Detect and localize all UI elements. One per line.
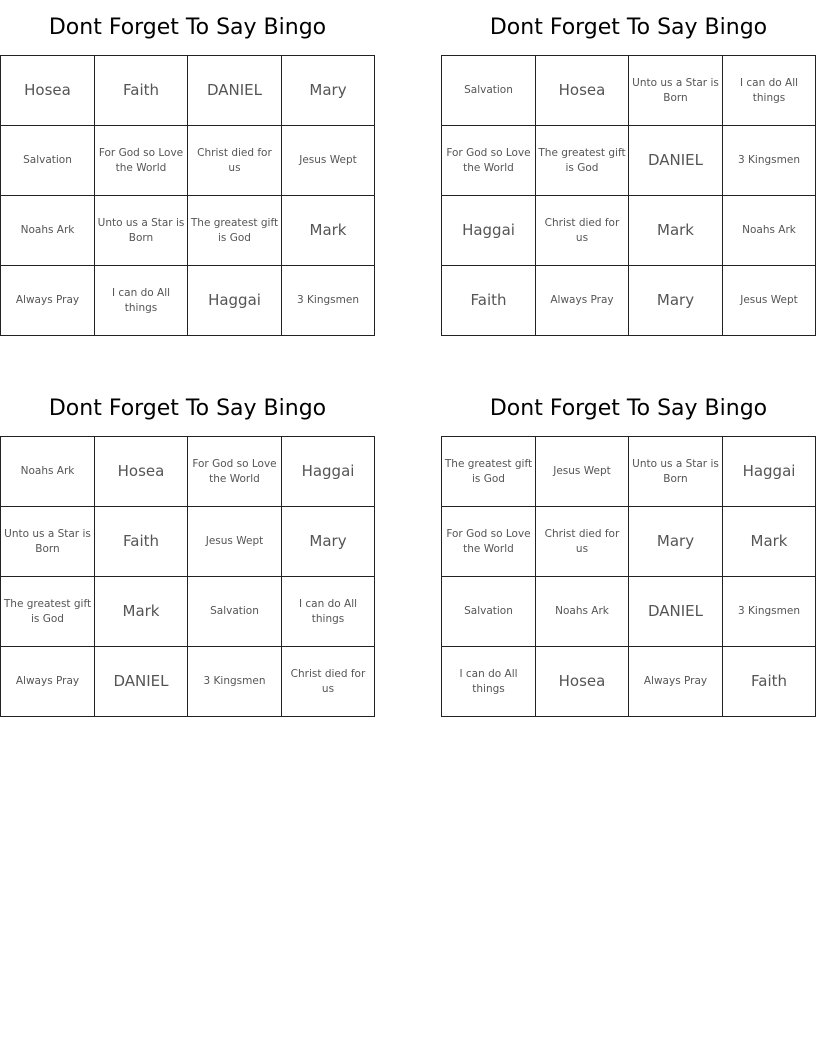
bingo-card-2: [441, 0, 816, 336]
bingo-cell: DANIEL: [629, 126, 723, 196]
bingo-cell: Haggai: [188, 266, 282, 336]
bingo-cell: Haggai: [442, 196, 536, 266]
bingo-cell: Hosea: [536, 647, 629, 717]
bingo-cell: Haggai: [282, 437, 375, 507]
bingo-cell: Noahs Ark: [1, 437, 95, 507]
bingo-cell: Salvation: [1, 126, 95, 196]
card-title: Dont Forget To Say Bingo: [48, 15, 327, 40]
bingo-cell: Unto us a Star is Born: [1, 507, 95, 577]
bingo-cell: Faith: [723, 647, 816, 717]
bingo-cell: Mary: [629, 266, 723, 336]
bingo-card-1: [0, 0, 375, 336]
bingo-grid: [441, 436, 816, 717]
bingo-cell: DANIEL: [629, 577, 723, 647]
bingo-cell: 3 Kingsmen: [282, 266, 375, 336]
card-title: Dont Forget To Say Bingo: [489, 15, 768, 40]
bingo-cell: Mark: [629, 196, 723, 266]
bingo-cell: Unto us a Star is Born: [95, 196, 188, 266]
bingo-cell: 3 Kingsmen: [723, 126, 816, 196]
bingo-cell: Hosea: [536, 56, 629, 126]
bingo-cell: Jesus Wept: [188, 507, 282, 577]
bingo-card-3: [0, 381, 375, 717]
bingo-cell: For God so Love the World: [442, 507, 536, 577]
bingo-card-4: [441, 381, 816, 717]
bingo-cell: Jesus Wept: [723, 266, 816, 336]
bingo-cell: The greatest gift is God: [1, 577, 95, 647]
card-title: Dont Forget To Say Bingo: [489, 396, 768, 421]
bingo-cell: I can do All things: [442, 647, 536, 717]
bingo-cell: DANIEL: [95, 647, 188, 717]
bingo-cell: Christ died for us: [536, 507, 629, 577]
bingo-cell: For God so Love the World: [95, 126, 188, 196]
bingo-cell: For God so Love the World: [442, 126, 536, 196]
bingo-cell: Mary: [282, 507, 375, 577]
bingo-cell: Christ died for us: [188, 126, 282, 196]
bingo-cell: Mark: [723, 507, 816, 577]
bingo-cell: For God so Love the World: [188, 437, 282, 507]
bingo-grid: [0, 55, 375, 336]
bingo-cell: 3 Kingsmen: [723, 577, 816, 647]
bingo-cell: I can do All things: [95, 266, 188, 336]
bingo-cell: DANIEL: [188, 56, 282, 126]
bingo-cell: Salvation: [188, 577, 282, 647]
bingo-cell: Jesus Wept: [536, 437, 629, 507]
bingo-cell: Noahs Ark: [723, 196, 816, 266]
bingo-cell: Jesus Wept: [282, 126, 375, 196]
bingo-cell: Noahs Ark: [1, 196, 95, 266]
bingo-cell: Faith: [95, 507, 188, 577]
bingo-grid: [441, 55, 816, 336]
bingo-cell: Mark: [282, 196, 375, 266]
bingo-cell: Christ died for us: [536, 196, 629, 266]
bingo-cell: I can do All things: [723, 56, 816, 126]
bingo-cell: Unto us a Star is Born: [629, 437, 723, 507]
bingo-cell: 3 Kingsmen: [188, 647, 282, 717]
bingo-cell: Salvation: [442, 577, 536, 647]
bingo-cell: The greatest gift is God: [442, 437, 536, 507]
bingo-cell: Unto us a Star is Born: [629, 56, 723, 126]
bingo-grid: [0, 436, 375, 717]
bingo-cell: Always Pray: [1, 647, 95, 717]
bingo-cell: Christ died for us: [282, 647, 375, 717]
bingo-cell: The greatest gift is God: [536, 126, 629, 196]
bingo-cell: Mary: [282, 56, 375, 126]
bingo-cell: Always Pray: [1, 266, 95, 336]
bingo-cell: Noahs Ark: [536, 577, 629, 647]
bingo-cell: The greatest gift is God: [188, 196, 282, 266]
bingo-cell: Haggai: [723, 437, 816, 507]
bingo-cell: Always Pray: [536, 266, 629, 336]
bingo-cell: Faith: [95, 56, 188, 126]
bingo-cell: I can do All things: [282, 577, 375, 647]
bingo-cell: Faith: [442, 266, 536, 336]
bingo-cell: Always Pray: [629, 647, 723, 717]
bingo-cell: Salvation: [442, 56, 536, 126]
card-title: Dont Forget To Say Bingo: [48, 396, 327, 421]
bingo-cell: Mary: [629, 507, 723, 577]
bingo-cell: Hosea: [1, 56, 95, 126]
bingo-cell: Mark: [95, 577, 188, 647]
bingo-cell: Hosea: [95, 437, 188, 507]
